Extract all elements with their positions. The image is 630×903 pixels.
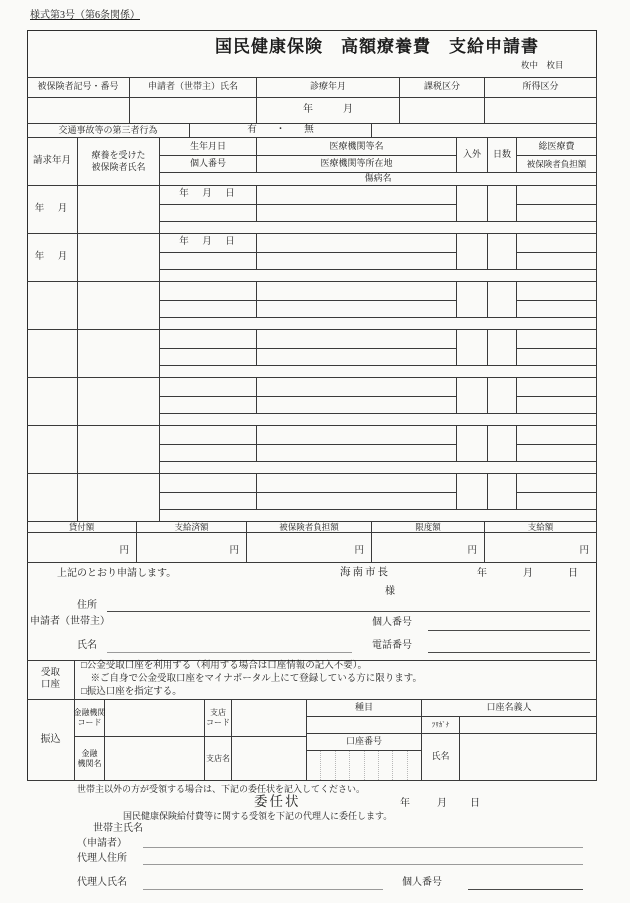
taxation-class-field[interactable] [400, 98, 485, 124]
account-type-label: 種目 [307, 700, 422, 717]
proxy-personal-no-label: 個人番号 [402, 877, 442, 888]
proxy-date-year: 年 [400, 798, 410, 809]
branch-name-label: 支店名 [205, 737, 232, 781]
paid-amount-header: 支給済額 [137, 522, 247, 533]
birth-date-cell[interactable] [160, 330, 257, 349]
total-cost-cell[interactable] [517, 282, 597, 301]
application-statement: 上記のとおり申請します。 [57, 568, 177, 579]
medical-name-cell[interactable] [257, 186, 457, 205]
personal-no-cell[interactable] [160, 253, 257, 270]
insured-symbol-number-header: 被保険者記号・番号 [27, 77, 130, 98]
medical-name-column-header: 医療機関等名 [257, 138, 457, 156]
third-party-yes-no-field[interactable]: 有 ・ 無 [190, 124, 372, 138]
public-account-note: ※ご自身で公金受取口座をマイナポータル上にて登録している方に限ります。 [81, 674, 423, 685]
medical-name-cell[interactable] [257, 426, 457, 445]
bank-code-field[interactable] [105, 700, 205, 737]
claim-ym-cell[interactable] [27, 474, 78, 522]
birth-date-cell[interactable] [160, 282, 257, 301]
insured-name-cell[interactable] [78, 282, 160, 330]
proxy-title: 委任状 [254, 794, 301, 809]
burden-cell[interactable] [517, 301, 597, 318]
proxy-personal-no-blank-line[interactable] [468, 889, 583, 890]
medical-addr-cell[interactable] [257, 493, 457, 510]
bank-name-field[interactable] [105, 737, 205, 781]
claim-ym-cell[interactable] [27, 378, 78, 426]
branch-code-field[interactable] [232, 700, 307, 737]
proxy-date-day: 日 [470, 798, 480, 809]
account-number-label: 口座番号 [307, 734, 422, 751]
yen-unit: 円 [229, 546, 239, 557]
loan-amount-field[interactable] [27, 533, 137, 563]
insured-name-cell[interactable] [78, 378, 160, 426]
proxy-date-month: 月 [437, 798, 447, 809]
claim-ym-column-header: 請求年月 [27, 138, 78, 186]
inout-cell[interactable] [457, 330, 488, 366]
inout-cell[interactable] [457, 234, 488, 270]
app-date-year: 年 [477, 568, 487, 579]
personal-no-cell[interactable] [160, 397, 257, 414]
address-label: 住所 [77, 600, 97, 611]
benefit-amount-field[interactable] [485, 533, 597, 563]
proxy-name-blank-line[interactable] [143, 889, 383, 890]
receiving-account-section-label [27, 660, 75, 700]
medical-name-cell[interactable] [257, 330, 457, 349]
disease-cell[interactable] [160, 510, 597, 522]
claim-ym-cell[interactable] [27, 282, 78, 330]
disease-column-header: 傷病名 [160, 173, 597, 186]
personal-no-column-header: 個人番号 [160, 156, 257, 173]
app-date-day: 日 [568, 568, 578, 579]
total-cost-cell[interactable] [517, 234, 597, 253]
insured-name-cell[interactable] [78, 234, 160, 282]
insured-person-column-header [78, 138, 160, 186]
inout-column-header: 入外 [457, 138, 488, 173]
medical-name-cell[interactable] [257, 282, 457, 301]
bank-code-label-line1: 金融機関 [73, 708, 106, 717]
yen-unit: 円 [119, 546, 129, 557]
householder-name-label: 世帯主氏名 [93, 823, 143, 834]
insured-name-cell[interactable] [78, 330, 160, 378]
paid-amount-field[interactable] [137, 533, 247, 563]
holder-name-label: 氏名 [422, 734, 460, 781]
days-cell[interactable] [488, 378, 517, 414]
burden-cell[interactable] [517, 205, 597, 222]
burden-cell[interactable] [517, 445, 597, 462]
disease-cell[interactable] [160, 414, 597, 426]
days-cell[interactable] [488, 186, 517, 222]
account-type-field[interactable] [307, 717, 422, 734]
proxy-address-label: 代理人住所 [77, 853, 127, 864]
insured-person-header-line1: 療養を受けた [91, 150, 146, 161]
insured-name-cell[interactable] [78, 186, 160, 234]
burden-cell[interactable] [517, 493, 597, 510]
disease-cell[interactable] [160, 270, 597, 282]
birth-date-cell[interactable] [160, 474, 257, 493]
income-class-header: 所得区分 [485, 77, 597, 98]
birth-date-cell[interactable] [160, 378, 257, 397]
medical-addr-cell[interactable] [257, 253, 457, 270]
bank-code-label [75, 700, 105, 737]
burden-cell[interactable] [517, 253, 597, 270]
birth-date-cell[interactable]: 年 月 日 [160, 186, 257, 205]
applicant-name-header: 申請者（世帯主）氏名 [130, 77, 257, 98]
proxy-address-blank-line[interactable] [143, 864, 583, 865]
days-cell[interactable] [488, 426, 517, 462]
bank-name-label [75, 737, 105, 781]
medical-addr-cell[interactable] [257, 205, 457, 222]
claim-ym-cell[interactable]: 年 月 [27, 186, 78, 234]
insured-burden-header: 被保険者負担額 [247, 522, 372, 533]
receiving-account-label-line2: 口座 [40, 679, 60, 690]
proxy-instruction-note: 世帯主以外の方が受領する場合は、下記の委任状を記入してください。 [77, 784, 366, 794]
treatment-ym-header: 診療年月 [257, 77, 400, 98]
personal-no-blank-line[interactable] [428, 630, 590, 631]
inout-cell[interactable] [457, 282, 488, 318]
limit-amount-field[interactable] [372, 533, 485, 563]
medical-addr-cell[interactable] [257, 445, 457, 462]
total-cost-cell[interactable] [517, 330, 597, 349]
furigana-label: ﾌﾘｶﾞﾅ [422, 717, 460, 734]
birth-date-cell[interactable]: 年 月 日 [160, 234, 257, 253]
mayor-name: 海南市長 [340, 567, 390, 578]
insured-person-header-line2: 被保険者氏名 [91, 161, 146, 172]
address-blank-line[interactable] [107, 611, 590, 612]
total-cost-cell[interactable] [517, 474, 597, 493]
personal-no-cell[interactable] [160, 301, 257, 318]
inout-cell[interactable] [457, 474, 488, 510]
medical-addr-cell[interactable] [257, 349, 457, 366]
insured-symbol-number-field[interactable] [27, 98, 130, 124]
total-cost-cell[interactable] [517, 186, 597, 205]
days-cell[interactable] [488, 330, 517, 366]
proxy-name-label: 代理人氏名 [77, 877, 127, 888]
claim-ym-cell[interactable] [27, 426, 78, 474]
householder-applicant-label: （申請者） [77, 838, 127, 849]
personal-no-label: 個人番号 [372, 617, 412, 628]
medical-name-cell[interactable] [257, 378, 457, 397]
insured-name-cell[interactable] [78, 426, 160, 474]
applicant-name-field[interactable] [130, 98, 257, 124]
account-number-digit-boxes[interactable] [307, 751, 422, 781]
birth-date-cell[interactable] [160, 426, 257, 445]
inout-cell[interactable] [457, 426, 488, 462]
phone-label: 電話番号 [372, 640, 412, 651]
days-cell[interactable] [488, 234, 517, 270]
insured-name-cell[interactable] [78, 474, 160, 522]
public-account-checkbox-option[interactable]: □公金受取口座を利用する（利用する場合は口座情報の記入不要）。 [81, 661, 367, 672]
burden-cell[interactable] [517, 349, 597, 366]
bank-name-label-line1: 金融 [81, 748, 98, 758]
holder-name-field[interactable] [460, 734, 597, 781]
medical-name-cell[interactable] [257, 474, 457, 493]
receiving-account-label-line1: 受取 [40, 667, 60, 678]
sheet-count-note: 枚中 枚目 [521, 60, 564, 70]
bank-name-label-line2: 機関名 [77, 758, 102, 768]
disease-cell[interactable] [160, 318, 597, 330]
days-column-header: 日数 [488, 138, 517, 173]
birth-date-column-header: 生年月日 [160, 138, 257, 156]
branch-name-field[interactable] [232, 737, 307, 781]
app-date-month: 月 [523, 568, 533, 579]
form-title: 国民健康保険 高額療養費 支給申請書 [215, 37, 539, 56]
yen-unit: 円 [579, 546, 589, 557]
personal-no-cell[interactable] [160, 493, 257, 510]
taxation-class-header: 課税区分 [400, 77, 485, 98]
disease-cell[interactable] [160, 366, 597, 378]
benefit-amount-header: 支給額 [485, 522, 597, 533]
receiving-account-options [75, 660, 597, 700]
branch-code-label [205, 700, 232, 737]
yen-unit: 円 [354, 546, 364, 557]
limit-amount-header: 限度額 [372, 522, 485, 533]
name-blank-line[interactable] [107, 652, 352, 653]
days-cell[interactable] [488, 474, 517, 510]
total-cost-cell[interactable] [517, 378, 597, 397]
claim-ym-cell[interactable] [27, 330, 78, 378]
applicant-label: 申請者（世帯主） [30, 616, 110, 627]
third-party-act-label: 交通事故等の第三者行為 [27, 124, 190, 138]
loan-amount-header: 貸付額 [27, 522, 137, 533]
inout-cell[interactable] [457, 186, 488, 222]
inout-cell[interactable] [457, 378, 488, 414]
treatment-ym-field[interactable]: 年 月 [257, 98, 400, 124]
transfer-section-label: 振込 [27, 700, 75, 781]
personal-no-cell[interactable] [160, 205, 257, 222]
honorific-sama: 様 [385, 586, 395, 597]
insured-burden-field[interactable] [247, 533, 372, 563]
branch-code-label-line1: 支店 [210, 708, 226, 717]
insured-burden-column-header: 被保険者負担額 [517, 156, 597, 173]
burden-cell[interactable] [517, 397, 597, 414]
account-holder-label: 口座名義人 [422, 700, 597, 717]
days-cell[interactable] [488, 282, 517, 318]
householder-name-blank-line[interactable] [143, 847, 583, 848]
name-label: 氏名 [77, 640, 97, 651]
disease-cell[interactable] [160, 462, 597, 474]
phone-blank-line[interactable] [428, 652, 590, 653]
bank-code-label-line2: コード [77, 718, 102, 727]
disease-cell[interactable] [160, 222, 597, 234]
medical-name-cell[interactable] [257, 234, 457, 253]
claim-ym-cell[interactable]: 年 月 [27, 234, 78, 282]
income-class-field[interactable] [485, 98, 597, 124]
total-cost-column-header: 総医療費 [517, 138, 597, 156]
form-code: 様式第3号（第6条関係） [30, 10, 140, 21]
third-party-extra-cell [372, 124, 597, 138]
yen-unit: 円 [467, 546, 477, 557]
medical-addr-column-header: 医療機関等所在地 [257, 156, 457, 173]
branch-code-label-line2: コード [206, 718, 230, 727]
furigana-field[interactable] [460, 717, 597, 734]
proxy-statement: 国民健康保険給付費等に関する受領を下記の代理人に委任します。 [123, 811, 393, 821]
personal-no-cell[interactable] [160, 445, 257, 462]
medical-addr-cell[interactable] [257, 301, 457, 318]
medical-addr-cell[interactable] [257, 397, 457, 414]
total-cost-cell[interactable] [517, 426, 597, 445]
transfer-account-checkbox-option[interactable]: □振込口座を指定する。 [81, 686, 182, 697]
personal-no-cell[interactable] [160, 349, 257, 366]
